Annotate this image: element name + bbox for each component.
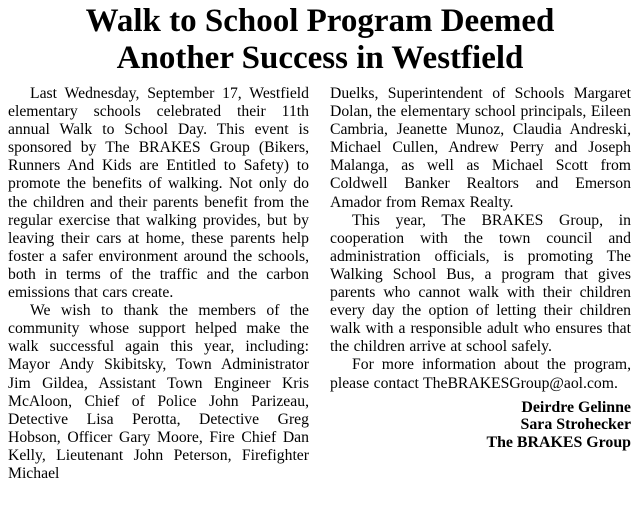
article-body	[8, 85, 632, 483]
paragraph-thanks-part-1: We wish to thank the members of the community whose support helped make the walk successful again this year, including: Mayor Andy Skibitsky, Town Administrator Jim Gildea, Assistant Town Engineer Kris McAloon, Chief of Police John Parizeau, Detective Lisa Perotta, Detective Greg Hobson, Officer Gary Moore, Fire Chief Dan Kelly, Lieutenant John Peterson, Firefighter Michael	[8, 302, 309, 482]
paragraph-walking-school-bus: This year, The BRAKES Group, in cooperation with the town council and administration officials, is promoting The Walking School Bus, a program that gives parents who cannot walk with their children every day the option of letting their children walk with a responsible adult who ensures that the children arrive at school safely.	[330, 211, 631, 356]
signature-name-1: Deirdre Gelinne	[521, 398, 631, 416]
column-right	[330, 85, 631, 483]
paragraph-contact-info: For more information about the program, please contact TheBRAKESGroup@aol.com.	[330, 356, 631, 392]
signature-name-2: Sara Strohecker	[520, 416, 631, 434]
signature-organization: The BRAKES Group	[486, 433, 631, 451]
headline-line-1: Walk to School Program Deemed	[85, 3, 555, 39]
headline	[8, 0, 632, 77]
headline-line-2: Another Success in Westfield	[116, 40, 524, 76]
column-left	[8, 85, 309, 483]
signature-block	[330, 399, 631, 452]
paragraph-thanks-part-2: Duelks, Superintendent of Schools Margaret Dolan, the elementary school principals, Eileen Cambria, Jeanette Munoz, Claudia Andreski, Michael Cullen, Andrew Perry and Joseph Malanga, as well as Michael Scott from Coldwell Banker Realtors and Emerson Amador from Remax Realty.	[330, 85, 631, 211]
paragraph-intro: Last Wednesday, September 17, Westfield elementary schools celebrated their 11th annual Walk to School Day. This event is sponsored by The BRAKES Group (Bikers, Runners And Kids are Entitled to Safety) to promote the benefits of walking. Not only do the children and their parents benefit from the regular exercise that walking provides, but by leaving their cars at home, these parents help foster a safer environment around the schools, both in terms of the traffic and the carbon emissions that cars create.	[8, 85, 309, 302]
